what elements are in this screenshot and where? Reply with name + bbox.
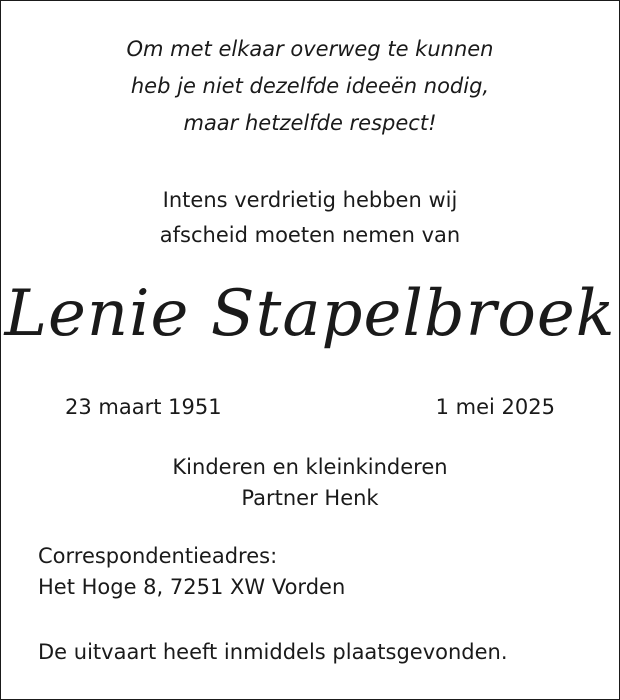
family-line: Kinderen en kleinkinderen (172, 455, 448, 479)
correspondence-address (38, 541, 345, 603)
deceased-name: Lenie Stapelbroek (4, 277, 616, 351)
quote-line: heb je niet dezelfde ideeën nodig, (130, 74, 490, 98)
surviving-family (1, 452, 619, 514)
family-line: Partner Henk (241, 486, 379, 510)
death-date: 1 mei 2025 (435, 395, 555, 419)
correspondence-label: Correspondentieadres: (38, 544, 278, 568)
funeral-note: De uitvaart heeft inmiddels plaatsgevonden. (38, 640, 508, 664)
intro-line: afscheid moeten nemen van (159, 223, 461, 247)
intro-line: Intens verdrietig hebben wij (162, 188, 458, 212)
memorial-quote (1, 31, 619, 142)
quote-line: maar hetzelfde respect! (183, 111, 437, 135)
announcement-intro (1, 183, 619, 253)
birth-date: 23 maart 1951 (65, 395, 222, 419)
quote-line: Om met elkaar overweg te kunnen (126, 37, 494, 61)
correspondence-address-line: Het Hoge 8, 7251 XW Vorden (38, 575, 346, 599)
